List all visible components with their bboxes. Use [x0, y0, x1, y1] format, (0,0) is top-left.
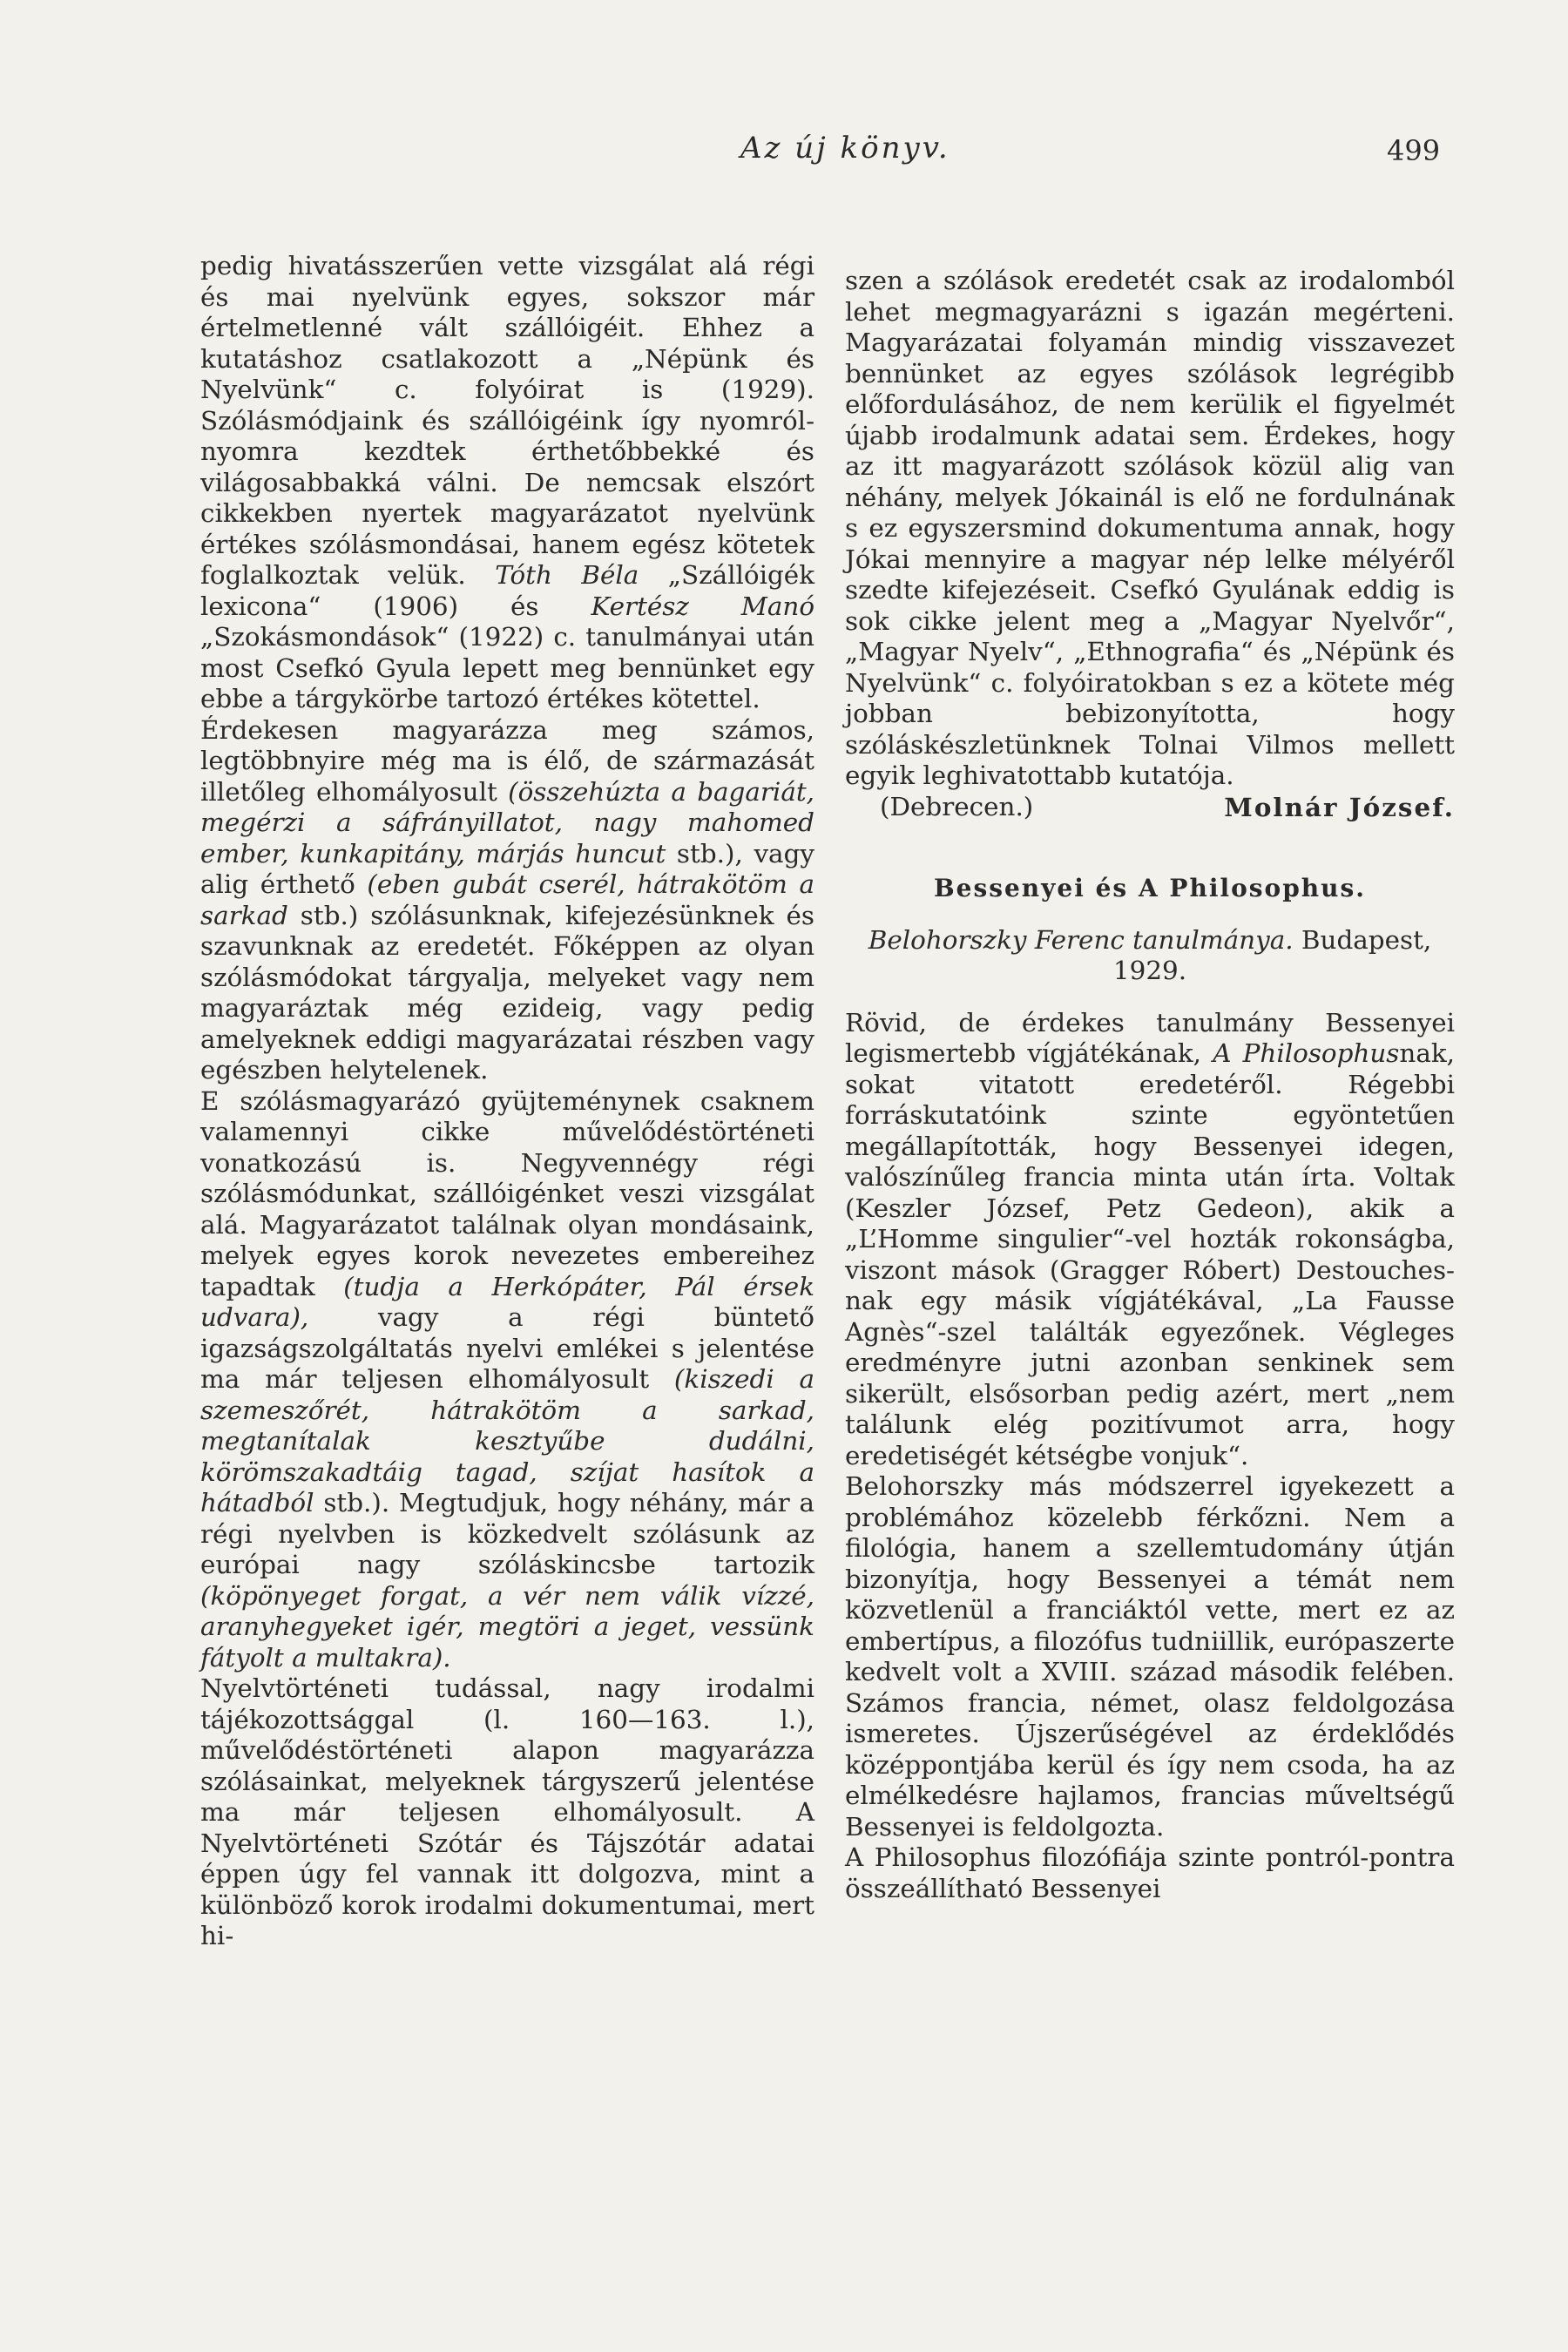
running-title: Az új könyv.: [740, 131, 950, 166]
left-paragraph-2: [200, 715, 814, 1086]
text: Érdekesen magyarázza meg számos, legtöbbnyire még ma is élő, de származását illetőleg elhomályosult: [200, 714, 814, 807]
text: pedig hivatásszerűen vette vizsgálat alá régi és mai nyelvünk egyes, sokszor már értelmetlenné vált szállóigéit. Ehhez a kutatáshoz csatlakozott a „Népünk és Nyelvünk“ c. folyóirat is (1929). Szólásmódjaink és szállóigéink így nyomról-nyomra kezdtek érthetőbbekké és világosabbakká válni. De nemcsak elszórt cikkekben nyertek magyarázatot nyelvünk értékes szólásmondásai, hanem egész kötetek foglalkoztak velük.: [200, 251, 814, 590]
running-head: [0, 131, 1568, 174]
example-phrases: (összehúzta a bagariát, megérzi a sáfrányillatot, nagy mahomed ember, kunkapitány, márjás huncut: [200, 776, 815, 868]
review-byline: [845, 925, 1455, 987]
byline-author: Belohorszky Ferenc tanulmánya.: [868, 924, 1294, 955]
left-paragraph-1: [200, 251, 814, 715]
work-title: A Philosophus: [1213, 1038, 1400, 1068]
text: stb.: [676, 838, 725, 868]
left-paragraph-4: Nyelvtörténeti tudással, nagy irodalmi tájékozottsággal (l. 160—163. l.), művelődéstörténeti alapon magyarázza szólásainkat, melyeknek tárgyszerű jelentése ma már teljesen elhomályosult. A Nyelvtörténeti Szótár és Tájszótár adatai éppen úgy fel vannak itt dolgozva, mint a különböző korok irodalmi dokumentumai, mert hi-: [200, 1673, 814, 1950]
right-paragraph-2: [845, 1008, 1455, 1472]
author-name: Kertész Manó: [591, 591, 815, 621]
example-phrases: (köpönyeget forgat, a vér nem válik vízzé, aranyhegyeket igér, megtöri a jeget, vessünk fátyolt a multakra).: [200, 1580, 814, 1673]
author-name: Tóth Béla: [495, 560, 639, 590]
right-paragraph-3: Belohorszky más módszerrel igyekezett a problémához közelebb férkőzni. Nem a filológia, hanem a szellemtudomány útján bizonyítja, hogy Bessenyei a témát nem közvetlenül a franciáktól vette, mert ez az embertípus, a filozófus tudniillik, európaszerte kedvelt volt a XVIII. század második felében. Számos francia, német, olasz feldolgozása ismeretes. Újszerűségével az érdeklődés középpontjába kerül és így nem csoda, ha az elmélkedésre hajlamos, francias műveltségű Bessenyei is feldolgozta.: [845, 1471, 1455, 1842]
right-column: [845, 266, 1455, 1904]
left-paragraph-3: [200, 1086, 814, 1674]
text: vagy a régi büntető igazságszolgáltatás nyelvi emlékei s jelentése ma már teljesen elhomályosult: [200, 1302, 814, 1394]
example-phrases: (eben gubát cserél, hátrakötöm a sarkad: [200, 869, 814, 930]
text: ). Megtudjuk, hogy néhány, már a régi nyelvben is közkedvelt szólásunk az európai nagy szóláskincsbe tartozik: [200, 1488, 815, 1579]
text: E szólásmagyarázó gyüjteménynek csaknem valamennyi cikke művelődéstörténeti vonatkozású is. Negyvennégy régi szólásmódunkat, szállóigénket veszi vizsgálat alá. Magyarázatot találnak olyan mondásaink, melyek egyes korok nevezetes embereihez tapadtak: [200, 1085, 814, 1301]
text: ), vagy alig érthető: [200, 838, 814, 899]
page-number: 499: [1387, 134, 1441, 167]
text: stb.: [323, 1488, 372, 1517]
byline-place: Budapest, 1929.: [1112, 924, 1432, 985]
text: nak, sokat vitatott eredetéről. Régebbi forráskutatóink szinte egyöntetűen megállapították, hogy Bessenyei idegen, valószínűleg francia minta után írta. Voltak (Keszler József, Petz Gedeon), akik a „L’Homme singulier“-vel hozták rokonságba, viszont mások (Gragger Róbert) Destouches-nak egy másik vígjátékával, „La Fausse Agnès“-szel találták egyezőnek. Végleges eredményre jutni azonban senkinek sem sikerült, elsősorban pedig azért, mert „nem találunk elég pozitívumot arra, hogy eredetiségét kétségbe vonjuk“.: [845, 1038, 1455, 1470]
left-column: [200, 251, 814, 1952]
example-phrases: (tudja a Herkópáter, Pál érsek udvara),: [200, 1271, 814, 1332]
text: Rövid, de érdekes tanulmány Bessenyei legismertebb vígjátékának,: [845, 1007, 1455, 1068]
right-paragraph-1: szen a szólások eredetét csak az irodalomból lehet megmagyarázni s igazán megérteni. Magyarázatai folyamán mindig visszavezet bennünket az egyes szólások legrégibb előfordulásához, de nem kerülik el figyelmét újabb irodalmunk adatai sem. Érdekes, hogy az itt magyarázott szólások közül alig van néhány, melyek Jókainál is elő ne fordulnának s ez egyszersmind dokumentuma annak, hogy Jókai mennyire a magyar nép lelke mélyéről szedte kifejezéseit. Csefkó Gyulának eddig is sok cikke jelent meg a „Magyar Nyelvőr“, „Magyar Nyelv“, „Ethnografia“ és „Népünk és Nyelvünk“ c. folyóiratokban s ez a kötete még jobban bebizonyította, hogy szóláskészletünknek Tolnai Vilmos mellett egyik leghivatottabb kutatója.: [845, 266, 1455, 790]
signature-name: Molnár József.: [1224, 791, 1455, 822]
example-phrases: (kiszedi a szemeszőrét, hátrakötöm a sarkad, megtanítalak kesztyűbe dudálni, körömszakadtáig tagad, szíjat hasítok a hátadból: [200, 1364, 815, 1517]
right-paragraph-4: A Philosophus filozófiája szinte pontról-pontra összeállítható Bessenyei: [845, 1842, 1455, 1903]
text: „Szállóigék lexicona“ (1906) és: [200, 560, 815, 621]
signature-place: (Debrecen.): [880, 791, 1034, 821]
review-heading: Bessenyei és A Philosophus.: [933, 874, 1367, 902]
text: stb.) szólásunknak, kifejezésünknek és szavunknak az eredetét. Főképpen az olyan szólásmódokat tárgyalja, melyeket vagy nem magyaráztak még ezideig, vagy pedig amelyeknek eddigi magyarázatai részben vagy egészben helytelenek.: [200, 900, 814, 1085]
signature: [845, 792, 1455, 823]
text: „Szokásmondások“ (1922) c. tanulmányai után most Csefkó Gyula lepett meg bennünket egy ebbe a tárgykörbe tartozó értékes kötettel.: [200, 622, 814, 713]
